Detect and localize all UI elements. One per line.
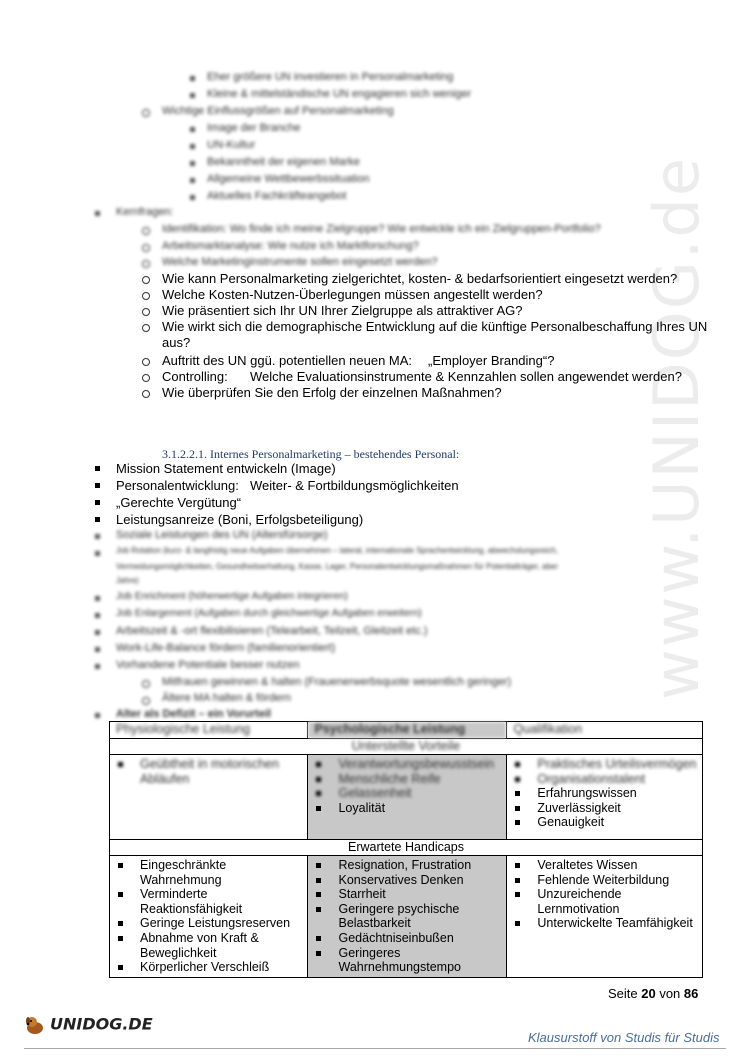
list-item: Unterwickelte Teamfähigkeit — [507, 916, 698, 931]
list-item: Zuverlässigkeit — [507, 801, 698, 816]
tagline: Klausurstoff von Studis für Studis — [528, 1030, 720, 1045]
table-header: Physiologische Leistung — [110, 722, 308, 739]
blurred-line: Kernfragen: — [116, 206, 174, 218]
blurred-line: Jahre) — [116, 576, 139, 585]
list-item: Konservatives Denken — [308, 873, 502, 888]
blurred-line: Job Enrichment (höherwertige Aufgaben integrieren) — [116, 591, 348, 602]
blurred-line: Identifikation: Wo finde ich meine Zielgruppe? Wie entwickle ich ein Zielgruppen-Portfolio? — [162, 223, 601, 235]
question-item: Wie präsentiert sich Ihr UN Ihrer Zielgruppe als attraktiver AG? — [162, 303, 523, 318]
blurred-line: Arbeitsmarktanalyse: Wie nutze ich Marktforschung? — [162, 240, 419, 252]
list-item: Menschliche Reife — [308, 772, 502, 787]
total-pages: 86 — [683, 986, 699, 1001]
table-cell — [507, 856, 703, 978]
blurred-line: Job Rotation (kurz- & langfristig neue Aufgaben übernehmen – lateral, internationale Sprachentwicklung, abwechslungsreich, — [116, 546, 559, 555]
footer-divider — [24, 1048, 726, 1049]
table-section-row — [110, 840, 703, 856]
list-item: Starrheit — [308, 887, 502, 902]
table-cell — [110, 755, 308, 840]
blurred-line: Soziale Leistungen des UN (Altersfürsorge) — [116, 529, 328, 541]
list-item: Resignation, Frustration — [308, 858, 502, 873]
bullet-item: Personalentwicklung: — [116, 478, 239, 493]
list-item: Organisationstalent — [507, 772, 698, 787]
table-cell — [507, 755, 703, 840]
blurred-line: Kleine & mittelständische UN engagieren sich weniger — [207, 88, 472, 100]
list-item: Geübtheit in motorischen Abläufen — [110, 757, 303, 786]
blurred-line: Allgemeine Wettbewerbssituation — [207, 173, 370, 185]
blurred-line: Mitfrauen gewinnen & halten (Frauenerwerbsquote wesentlich geringer) — [162, 676, 512, 688]
table-row — [110, 755, 703, 840]
list-item: Geringeres Wahrnehmungstempo — [308, 946, 502, 975]
table-header: Qualifikation — [507, 722, 703, 739]
list-item: Abnahme von Kraft & Beweglichkeit — [110, 931, 303, 960]
section-heading: 3.1.2.2.1. Internes Personalmarketing – bestehendes Personal: — [162, 447, 460, 461]
table-cell — [110, 856, 308, 978]
table-section-label: Erwartete Handicaps — [110, 840, 703, 856]
current-page: 20 — [641, 986, 656, 1001]
question-item: Wie überprüfen Sie den Erfolg der einzelnen Maßnahmen? — [162, 385, 502, 400]
list-item: Gedächtniseinbußen — [308, 931, 502, 946]
list-item: Praktisches Urteilsvermögen — [507, 757, 698, 772]
list-item: Veraltetes Wissen — [507, 858, 698, 873]
list-item: Verantwortungsbewusstsein — [308, 757, 502, 772]
blurred-line: Work-Life-Balance fördern (familienorientiert) — [116, 642, 336, 654]
blurred-line: Job Enlargement (Aufgaben durch gleichwertige Aufgaben erweitern) — [116, 608, 422, 619]
bullet-item: Leistungsanreize (Boni, Erfolgsbeteiligung) — [116, 512, 364, 527]
list-item: Körperlicher Verschleiß — [110, 960, 303, 975]
bullet-item: Mission Statement entwickeln (Image) — [116, 461, 336, 476]
list-item: Fehlende Weiterbildung — [507, 873, 698, 888]
bullet-item-detail: Weiter- & Fortbildungsmöglichkeiten — [250, 478, 459, 493]
list-item: Loyalität — [308, 801, 502, 816]
list-item: Verminderte Reaktionsfähigkeit — [110, 887, 303, 916]
list-item: Genauigkeit — [507, 815, 698, 830]
list-item: Unzureichende Lernmotivation — [507, 887, 698, 916]
question-item: Welche Kosten-Nutzen-Überlegungen müssen angestellt werden? — [162, 287, 543, 302]
blurred-line: Eher größere UN investieren in Personalmarketing — [207, 71, 454, 83]
blurred-line: Bekanntheit der eigenen Marke — [207, 156, 360, 168]
question-item: Wie kann Personalmarketing zielgerichtet, kosten- & bedarfsorientiert eingesetzt werden? — [162, 271, 678, 286]
dog-icon — [24, 1014, 46, 1036]
blurred-line: Arbeitszeit & -ort flexibilisieren (Telearbeit, Teilzeit, Gleitzeit etc.) — [116, 625, 428, 637]
table-header: Psychologische Leistung — [308, 722, 507, 739]
page-number: Seite 20 von 86 — [608, 986, 699, 1001]
question-item: Auftritt des UN ggü. potentiellen neuen MA: — [162, 353, 413, 368]
table-section-row — [110, 739, 703, 755]
table-cell — [308, 755, 507, 840]
list-item: Erfahrungswissen — [507, 786, 698, 801]
unidog-logo: UNIDOG.DE — [24, 1014, 153, 1036]
blurred-line: Ältere MA halten & fördern — [162, 692, 292, 704]
list-item: Gelassenheit — [308, 786, 502, 801]
blurred-line: UN-Kultur — [207, 139, 256, 151]
blurred-line: Image der Branche — [207, 122, 301, 134]
table-section-label: Unterstellte Vorteile — [110, 739, 703, 755]
blurred-line: Aktuelles Fachkräfteangebot — [207, 190, 347, 202]
watermark: www.UNIDOG.de — [640, 156, 713, 700]
table-row — [110, 856, 703, 978]
table-cell — [308, 856, 507, 978]
question-item: Wie wirkt sich die demographische Entwicklung auf die künftige Personalbeschaffung Ihres UN — [162, 319, 708, 334]
question-item-continued: aus? — [162, 335, 191, 350]
blurred-line: Wichtige Einflussgrößen auf Personalmarketing — [162, 105, 394, 117]
table-header-row — [110, 722, 703, 739]
question-item: Welche Evaluationsinstrumente & Kennzahlen sollen angewendet werden? — [250, 369, 682, 384]
list-item: Geringere psychische Belastbarkeit — [308, 902, 502, 931]
bullet-item: „Gerechte Vergütung“ — [116, 495, 242, 510]
question-item-emphasis: „Employer Branding“? — [428, 353, 555, 368]
list-item: Geringe Leistungsreserven — [110, 916, 303, 931]
blurred-line: Vermeidungsmöglichkeiten, Gesundheitserhaltung, Kasse, Lager, Personalentwicklungsmaßnahmen für Potentialträger, aber — [116, 562, 559, 571]
question-item-label: Controlling: — [162, 369, 228, 384]
age-comparison-table — [109, 721, 703, 978]
list-item: Eingeschränkte Wahrnehmung — [110, 858, 303, 887]
blurred-line: Alter als Defizit – ein Vorurteil — [116, 708, 272, 720]
blurred-line: Welche Marketinginstrumente sollen eingesetzt werden? — [162, 256, 438, 268]
blurred-line: Vorhandene Potentiale besser nutzen — [116, 659, 300, 671]
